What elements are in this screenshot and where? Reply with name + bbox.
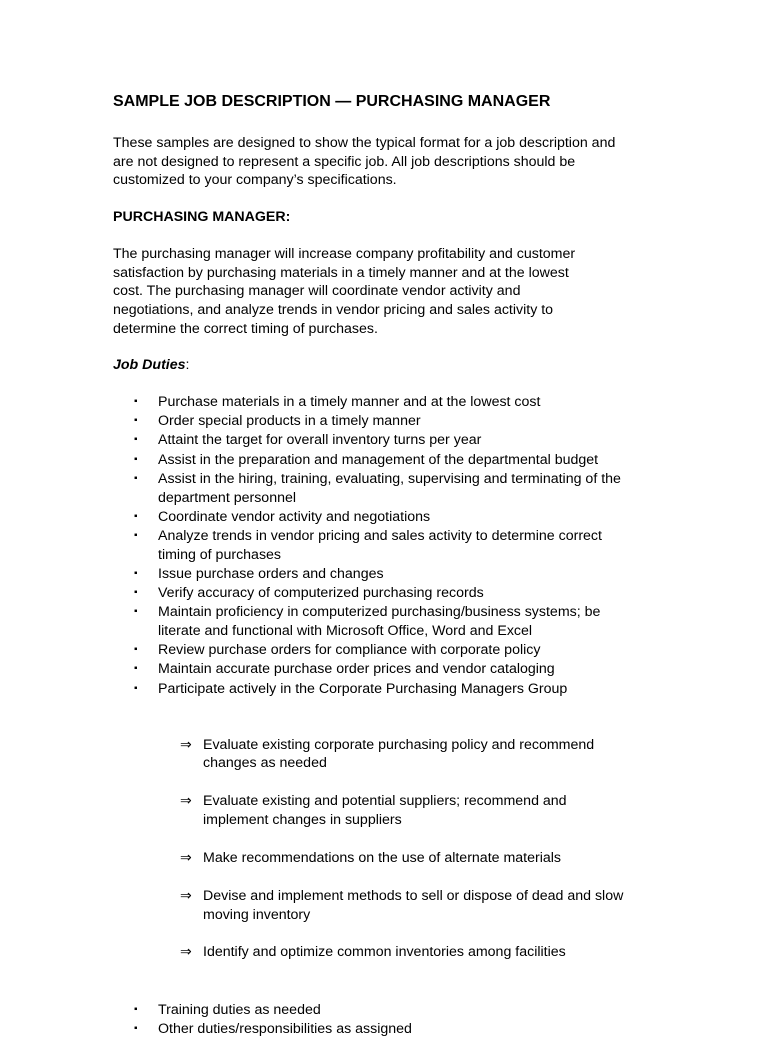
bullet-icon: ▪: [134, 415, 138, 427]
list-item-text: Verify accuracy of computerized purchasing records: [158, 585, 484, 602]
list-item-text: Order special products in a timely manner: [158, 413, 421, 430]
list-item: [113, 412, 673, 431]
sub-list-item-text: Make recommendations on the use of alternate materials: [203, 849, 562, 866]
bullet-icon: ▪: [134, 1022, 138, 1034]
list-item: [113, 508, 673, 527]
arrow-right-icon: ⇒: [180, 736, 192, 753]
list-item-text: Analyze trends in vendor pricing and sales activity to determine correct timing of purchases: [158, 527, 602, 563]
list-item-text: Assist in the hiring, training, evaluating, supervising and terminating of the department personnel: [158, 470, 621, 506]
list-item-text: Maintain accurate purchase order prices and vendor cataloging: [158, 661, 555, 678]
sub-list-item: [158, 887, 673, 924]
job-duties-heading: [113, 356, 673, 375]
sub-list-item-text: Devise and implement methods to sell or dispose of dead and slow moving inventory: [203, 887, 624, 923]
bullet-icon: ▪: [134, 510, 138, 522]
list-item: [113, 451, 673, 470]
document-page: [113, 92, 673, 1039]
list-item: [113, 1020, 673, 1039]
bullet-icon: ▪: [134, 682, 138, 694]
sub-list-item: [158, 736, 673, 773]
list-item-text: Participate actively in the Corporate Purchasing Managers Group: [158, 680, 568, 697]
bullet-icon: ▪: [134, 453, 138, 465]
list-item-text: Assist in the preparation and management of the departmental budget: [158, 451, 599, 468]
list-item: [113, 431, 673, 450]
bullet-icon: ▪: [134, 567, 138, 579]
bullet-icon: ▪: [134, 472, 138, 484]
list-item: [113, 393, 673, 412]
list-item-text: Training duties as needed: [158, 1001, 321, 1018]
job-duties-colon: :: [185, 357, 190, 374]
list-item: [113, 1001, 673, 1020]
list-item-text: Maintain proficiency in computerized purchasing/business systems; be literate and functional with Microsoft Office, Word and Excel: [158, 604, 601, 639]
list-item: [113, 603, 673, 640]
list-item-text: Attaint the target for overall inventory turns per year: [158, 432, 482, 449]
sub-list-item: [158, 792, 673, 829]
duties-list: [113, 393, 673, 1038]
list-item-text: Other duties/responsibilities as assigned: [158, 1020, 412, 1037]
list-item: [113, 680, 673, 1000]
list-item-text: Purchase materials in a timely manner and at the lowest cost: [158, 394, 541, 411]
section-heading: PURCHASING MANAGER:: [113, 209, 291, 226]
sub-list-item: [158, 943, 673, 962]
sub-list-item-text: Evaluate existing corporate purchasing policy and recommend changes as needed: [203, 736, 595, 772]
bullet-icon: ▪: [134, 644, 138, 656]
list-item-text: Issue purchase orders and changes: [158, 565, 384, 582]
arrow-right-icon: ⇒: [180, 793, 192, 810]
sub-list-item: [158, 849, 673, 868]
job-duties-label: Job Duties: [113, 357, 186, 374]
list-item-text: Coordinate vendor activity and negotiations: [158, 508, 431, 525]
list-item: [113, 565, 673, 584]
list-item: [113, 584, 673, 603]
arrow-right-icon: ⇒: [180, 944, 192, 961]
sub-list-item-text: Evaluate existing and potential suppliers; recommend and implement changes in suppliers: [203, 793, 567, 828]
bullet-icon: ▪: [134, 396, 138, 408]
intro-paragraph: These samples are designed to show the typical format for a job description and are not designed to represent a specific job. All job descriptions should be customized to your company’s specifications.: [113, 135, 616, 189]
bullet-icon: ▪: [134, 606, 138, 618]
list-item: [113, 660, 673, 679]
bullet-icon: ▪: [134, 1003, 138, 1015]
list-item: [113, 527, 673, 564]
bullet-icon: ▪: [134, 434, 138, 446]
list-item-text: Review purchase orders for compliance with corporate policy: [158, 642, 541, 659]
sub-list-item-text: Identify and optimize common inventories among facilities: [203, 944, 566, 961]
list-item: [113, 470, 673, 507]
summary-paragraph: The purchasing manager will increase company profitability and customer satisfaction by purchasing materials in a timely manner and at the lowest cost. The purchasing manager will coordinate vendor activity and negotiations, and analyze trends in vendor pricing and sales activity to determine the correct timing of purchases.: [113, 245, 576, 337]
bullet-icon: ▪: [134, 529, 138, 541]
bullet-icon: ▪: [134, 663, 138, 675]
bullet-icon: ▪: [134, 587, 138, 599]
list-item: [113, 641, 673, 660]
sub-duties-list: [158, 717, 673, 981]
arrow-right-icon: ⇒: [180, 849, 192, 866]
page-title: SAMPLE JOB DESCRIPTION — PURCHASING MANAGER: [113, 93, 551, 110]
arrow-right-icon: ⇒: [180, 887, 192, 904]
